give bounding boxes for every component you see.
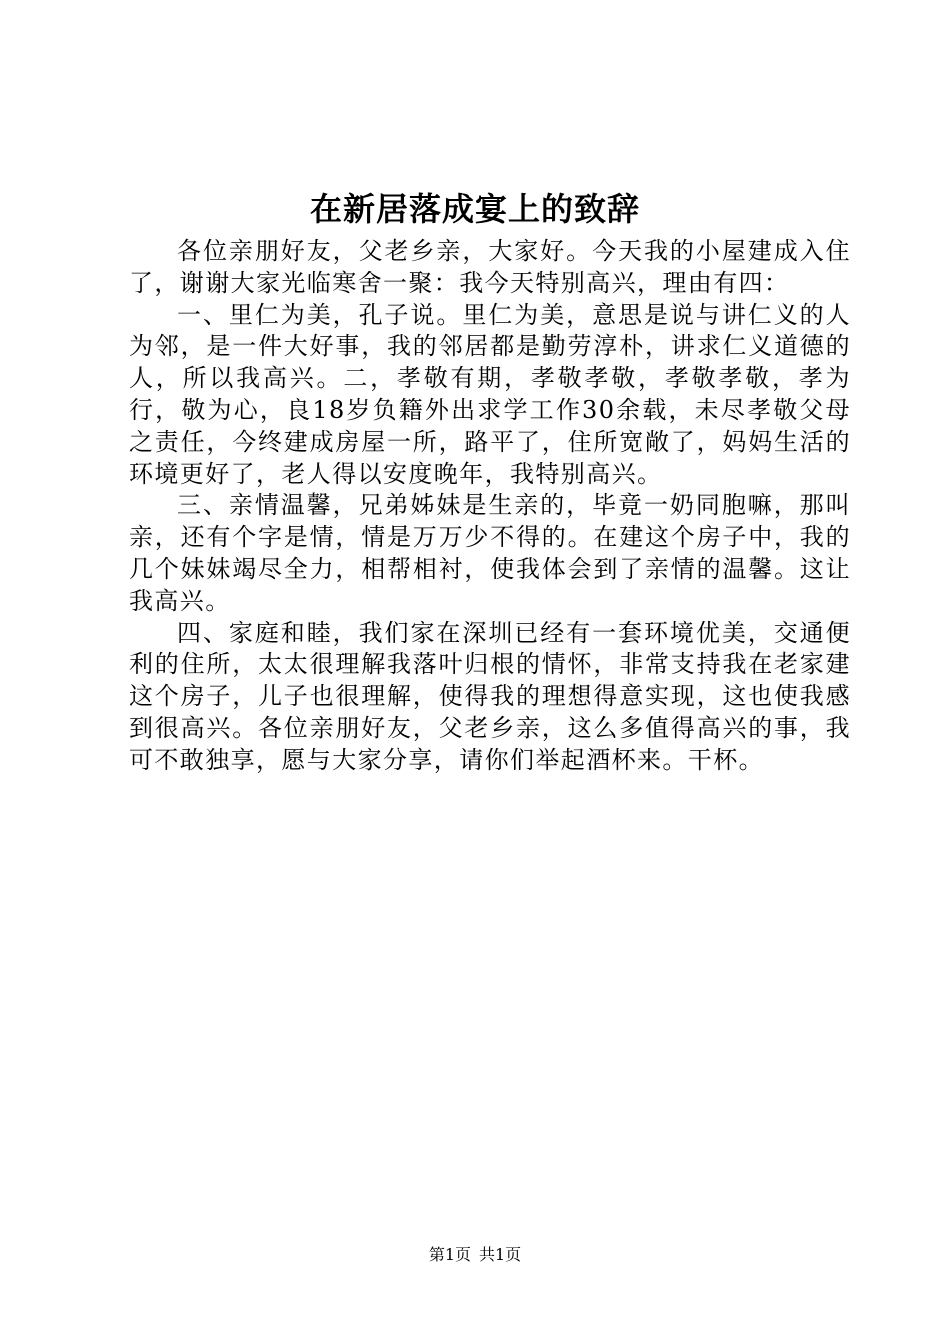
page-number: 第1页	[428, 1245, 471, 1264]
paragraph-greeting: 各位亲朋好友，父老乡亲，大家好。今天我的小屋建成入住了，谢谢大家光临寒舍一聚：我今天特别高兴，理由有四：	[129, 237, 851, 297]
page-footer	[0, 1244, 950, 1266]
page-total: 共1页	[479, 1245, 522, 1264]
paragraph-reason-three: 三、亲情温馨，兄弟姊妹是生亲的，毕竟一奶同胞嘛，那叫亲，还有个字是情，情是万万少不得的。在建这个房子中，我的几个妹妹竭尽全力，相帮相衬，使我体会到了亲情的温馨。这让我高兴。	[129, 491, 851, 615]
document-body	[129, 236, 851, 777]
paragraph-reason-one-two: 一、里仁为美，孔子说。里仁为美，意思是说与讲仁义的人为邻，是一件大好事，我的邻居都是勤劳淳朴，讲求仁义道德的人，所以我高兴。二，孝敬有期，孝敬孝敬，孝敬孝敬，孝为行，敬为心，良18岁负籍外出求学工作30余载，未尽孝敬父母之责任，今终建成房屋一所，路平了，住所宽敞了，妈妈生活的环境更好了，老人得以安度晚年，我特别高兴。	[129, 300, 851, 488]
paragraph-reason-four: 四、家庭和睦，我们家在深圳已经有一套环境优美，交通便利的住所，太太很理解我落叶归根的情怀，非常支持我在老家建这个房子，儿子也很理解，使得我的理想得意实现，这也使我感到很高兴。各位亲朋好友，父老乡亲，这么多值得高兴的事，我可不敢独享，愿与大家分享，请你们举起酒杯来。干杯。	[129, 618, 851, 774]
document-title: 在新居落成宴上的致辞	[309, 190, 640, 228]
